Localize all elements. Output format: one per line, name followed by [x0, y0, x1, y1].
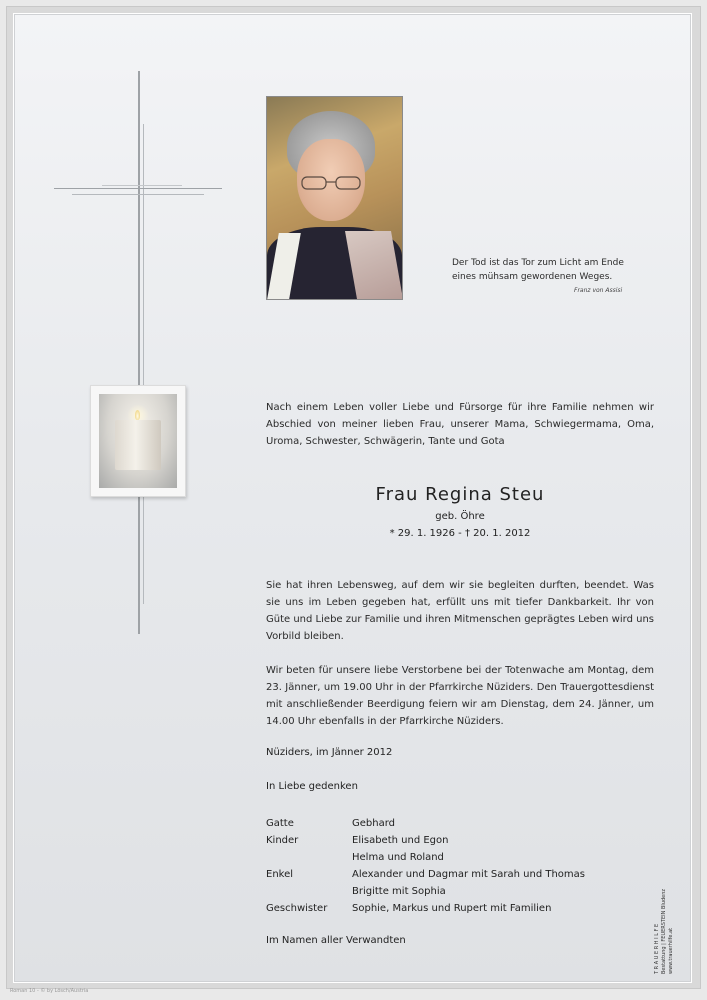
cross-horizontal-line-tertiary — [102, 185, 182, 186]
portrait-photo — [266, 96, 403, 300]
candle-flame-icon — [135, 410, 140, 420]
life-dates: * 29. 1. 1926 - † 20. 1. 2012 — [389, 528, 531, 539]
service-paragraph: Wir beten für unsere liebe Verstorbene bei der Totenwache am Montag, dem 23. Jänner, um 19.00 Uhr in der Pfarrkirche Nüziders. Den Trauergottesdienst mit anschließender Beerdigung feiern wir am Dienstag, dem 24. Jänner, um 14.00 Uhr ebenfalls in der Pfarrkirche Nüziders. — [266, 665, 654, 727]
family-names: Sophie, Markus und Rupert mit Familien — [352, 903, 552, 914]
glasses-icon — [300, 175, 362, 191]
obituary-card — [13, 13, 692, 983]
family-row — [266, 832, 585, 849]
closing-line: Im Namen aller Verwandten — [266, 935, 406, 946]
maiden-name: geb. Öhre — [435, 511, 485, 522]
family-names: Alexander und Dagmar mit Sarah und Thomas — [352, 869, 586, 880]
family-label — [266, 849, 352, 866]
quote — [452, 256, 652, 284]
family-label: Enkel — [266, 869, 294, 880]
family-list — [266, 815, 585, 917]
cross-vertical-line-secondary — [143, 124, 144, 604]
place-date: Nüziders, im Jänner 2012 — [266, 747, 393, 758]
cross-horizontal-line — [54, 188, 222, 189]
cross-vertical-line — [138, 71, 140, 634]
family-row — [266, 866, 585, 883]
family-label: Geschwister — [266, 903, 328, 914]
quote-line-2: eines mühsam gewordenen Weges. — [452, 272, 613, 282]
quote-author: Franz von Assisi — [574, 287, 623, 294]
vendor-line-1: T R A U E R H I L F E — [654, 923, 660, 974]
family-row — [266, 849, 585, 866]
quote-line-1: Der Tod ist das Tor zum Licht am Ende — [452, 258, 624, 268]
family-row — [266, 815, 585, 832]
family-row — [266, 883, 585, 900]
family-label — [266, 883, 352, 900]
family-names: Brigitte mit Sophia — [352, 886, 446, 897]
family-names: Elisabeth und Egon — [352, 835, 449, 846]
candle-image — [90, 385, 186, 497]
family-label: Gatte — [266, 818, 294, 829]
vendor-line-3: www.trauerhilfe.at — [668, 927, 674, 974]
cross-horizontal-line-secondary — [72, 194, 204, 195]
intro-text: Nach einem Leben voller Liebe und Fürsorge für ihre Familie nehmen wir Abschied von meiner lieben Frau, unserer Mama, Schwiegermama, Oma, Uroma, Schwester, Schwägerin, Tante und Gota — [266, 402, 654, 447]
footer-credit: Roman 10 - © by Lösch/Austria — [10, 988, 89, 994]
vendor-line-2: Bestattung | FEUERSTEIN Bludenz — [661, 889, 667, 974]
family-names: Gebhard — [352, 818, 395, 829]
family-names: Helma und Roland — [352, 852, 444, 863]
candle-icon — [115, 420, 161, 470]
family-label: Kinder — [266, 835, 299, 846]
vendor-imprint — [654, 874, 707, 974]
tribute-paragraph: Sie hat ihren Lebensweg, auf dem wir sie begleiten durften, beendet. Was sie uns im Leben gegeben hat, erfüllt uns mit tiefer Dankbarkeit. Ihr von Güte und Liebe zur Familie und ihren Mitmenschen geprägtes Leben wird uns Vorbild bleiben. — [266, 580, 654, 642]
deceased-name: Frau Regina Steu — [375, 484, 545, 505]
family-row — [266, 900, 585, 917]
in-love-heading: In Liebe gedenken — [266, 781, 358, 792]
